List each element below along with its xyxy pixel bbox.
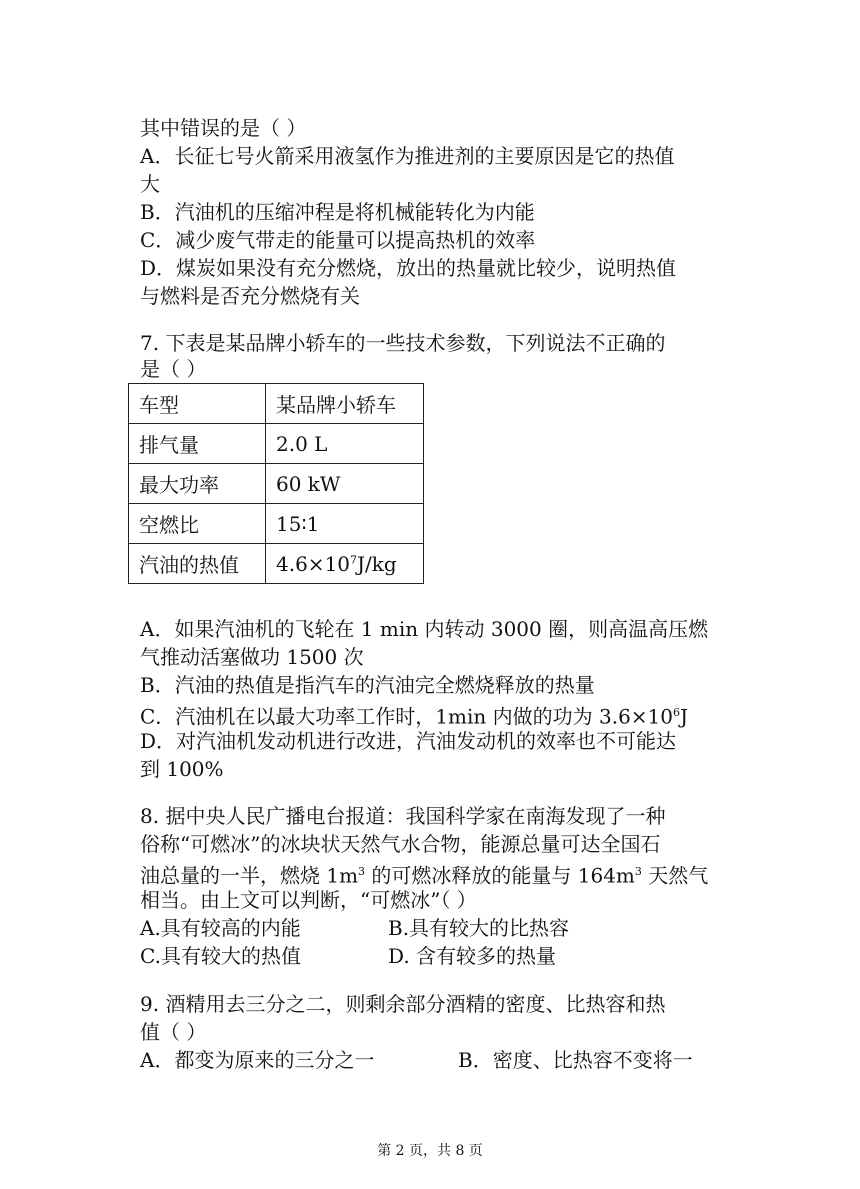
q8-option-c: C.具有较大的热值 [140,944,301,968]
car-spec-table [128,383,424,584]
q8-option-a: A.具有较高的内能 [140,916,301,940]
q8-stem-line2: 俗称“可燃冰”的冰块状天然气水合物，能源总量可达全国石 [140,832,661,856]
q8-options-row2 [140,942,556,970]
q6-option-b: B．汽油机的压缩冲程是将机械能转化为内能 [140,200,535,224]
table-row [129,544,424,584]
q7-option-c-exponent: 6 [673,706,680,719]
heat-value-base: 4.6×10 [276,551,351,576]
q7-stem-line2: 是（ ） [140,357,207,381]
q7-option-b: B．汽油的热值是指汽车的汽油完全燃烧释放的热量 [140,673,595,697]
table-row [129,504,424,544]
q8-stem-line1: 8. 据中央人民广播电台报道：我国科学家在南海发现了一种 [140,804,666,828]
q6-option-d-line2: 与燃料是否充分燃烧有关 [140,284,360,308]
table-row [129,424,424,464]
q8-option-d: D. 含有较多的热量 [388,944,557,968]
q9-options-row1 [140,1046,693,1074]
q6-option-c: C．减少废气带走的能量可以提高热机的效率 [140,228,536,252]
q8-exponent-1: 3 [358,865,366,878]
table-cell-value [266,544,424,584]
q9-option-a: A．都变为原来的三分之一 [140,1048,375,1072]
q8-stem-line3 [140,858,708,890]
q7-option-c-unit: J [680,704,689,729]
q6-option-d-line1: D．煤炭如果没有充分燃烧，放出的热量就比较少，说明热值 [140,256,677,280]
q6-option-a-line2: 大 [140,172,160,196]
q7-option-c [140,699,688,731]
table-cell-value: 2.0 L [266,424,424,464]
q9-stem-line1: 9. 酒精用去三分之二，则剩余部分酒精的密度、比热容和热 [140,992,666,1016]
table-cell-label: 汽油的热值 [129,544,266,584]
table-row [129,464,424,504]
q8-option-b: B.具有较大的比热容 [388,916,570,940]
q8-stem-line4: 相当。由上文可以判断，“可燃冰”（ ） [140,888,477,912]
q8-exponent-2: 3 [634,865,642,878]
q7-stem-line1: 7. 下表是某品牌小轿车的一些技术参数，下列说法不正确的 [140,331,666,355]
q7-option-d-line2: 到 100% [140,757,224,781]
heat-value-unit: J/kg [357,551,397,576]
table-cell-label: 车型 [129,384,266,424]
q9-stem-line2: 值（ ） [140,1020,207,1044]
q8-text-b: 的可燃冰释放的能量与 164m [365,863,635,888]
q6-stem: 其中错误的是（ ） [140,116,307,140]
table-cell-value: 某品牌小轿车 [266,384,424,424]
q8-options-row1 [140,914,569,942]
q7-option-a-line2: 气推动活塞做功 1500 次 [140,645,364,669]
table-cell-value: 60 kW [266,464,424,504]
q9-option-b: B．密度、比热容不变将一 [458,1048,693,1072]
table-cell-label: 空燃比 [129,504,266,544]
q7-option-a-line1: A．如果汽油机的飞轮在 1 min 内转动 3000 圈，则高温高压燃 [140,617,709,641]
table-cell-label: 排气量 [129,424,266,464]
q8-text-a: 油总量的一半，燃烧 1m [140,863,359,888]
heat-value-exponent: 7 [350,552,358,566]
q7-option-c-text: C．汽油机在以最大功率工作时，1min 内做的功为 3.6×10 [140,704,673,729]
q7-option-d-line1: D．对汽油机发动机进行改进，汽油发动机的效率也不可能达 [140,729,677,753]
table-cell-value: 15∶1 [266,504,424,544]
q8-text-c: 天然气 [641,863,709,888]
table-cell-label: 最大功率 [129,464,266,504]
page-footer: 第 2 页，共 8 页 [377,1143,483,1159]
q6-option-a-line1: A．长征七号火箭采用液氢作为推进剂的主要原因是它的热值 [140,144,675,168]
table-row [129,384,424,424]
